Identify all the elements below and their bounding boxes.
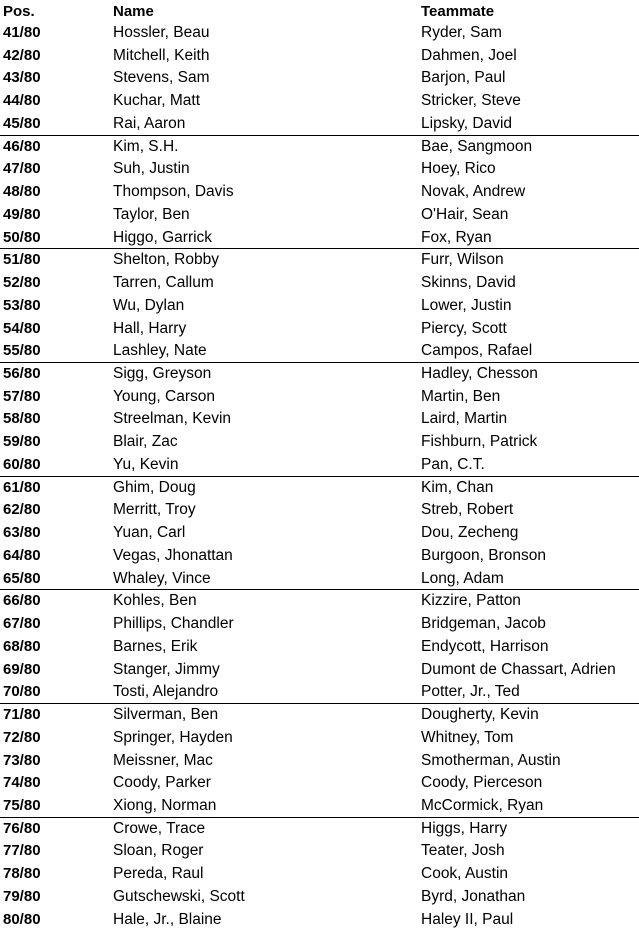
position-cell: 70/80	[3, 683, 41, 701]
position-cell: 47/80	[3, 160, 41, 178]
position-cell: 68/80	[3, 637, 41, 655]
table-row	[0, 636, 639, 659]
player-name-cell: Kohles, Ben	[113, 592, 197, 610]
table-row	[0, 886, 639, 909]
table-row	[0, 272, 639, 295]
position-cell: 65/80	[3, 569, 41, 587]
table-row	[0, 158, 639, 181]
table-row	[0, 613, 639, 636]
teammate-cell: Lipsky, David	[421, 114, 513, 132]
header-name: Name	[113, 3, 154, 20]
teammate-cell: Fox, Ryan	[421, 228, 492, 246]
table-row	[0, 499, 639, 522]
player-name-cell: Kuchar, Matt	[113, 92, 201, 110]
teammate-cell: Coody, Pierceson	[421, 774, 543, 792]
teammate-cell: Campos, Rafael	[421, 342, 533, 360]
table-row	[0, 227, 639, 250]
position-cell: 78/80	[3, 865, 41, 883]
position-cell: 59/80	[3, 433, 41, 451]
player-name-cell: Thompson, Davis	[113, 183, 234, 201]
position-cell: 67/80	[3, 615, 41, 633]
teammate-cell: Hoey, Rico	[421, 160, 496, 178]
player-name-cell: Springer, Hayden	[113, 728, 233, 746]
position-cell: 48/80	[3, 183, 41, 201]
teammate-cell: Burgoon, Bronson	[421, 546, 546, 564]
player-name-cell: Ghim, Doug	[113, 478, 196, 496]
table-row	[0, 431, 639, 454]
player-name-cell: Shelton, Robby	[113, 251, 219, 269]
player-name-cell: Coody, Parker	[113, 774, 211, 792]
player-name-cell: Sigg, Greyson	[113, 365, 212, 383]
position-cell: 71/80	[3, 706, 41, 724]
position-cell: 80/80	[3, 910, 41, 928]
table-row	[0, 545, 639, 568]
position-cell: 50/80	[3, 228, 41, 246]
table-row	[0, 295, 639, 318]
teammate-cell: O'Hair, Sean	[421, 205, 509, 223]
table-row	[0, 818, 639, 841]
table-row	[0, 318, 639, 341]
player-name-cell: Barnes, Erik	[113, 637, 198, 655]
table-row	[0, 45, 639, 68]
player-name-cell: Streelman, Kevin	[113, 410, 232, 428]
table-row	[0, 204, 639, 227]
player-name-cell: Mitchell, Keith	[113, 46, 210, 64]
teammate-cell: Dou, Zecheng	[421, 524, 519, 542]
table-header	[0, 2, 639, 22]
player-name-cell: Hale, Jr., Blaine	[113, 910, 222, 928]
teammate-cell: Fishburn, Patrick	[421, 433, 538, 451]
table-row	[0, 909, 639, 931]
teammate-cell: McCormick, Ryan	[421, 796, 544, 814]
table-row	[0, 249, 639, 272]
player-name-cell: Suh, Justin	[113, 160, 190, 178]
teammate-cell: Bae, Sangmoon	[421, 137, 533, 155]
teammate-cell: Bridgeman, Jacob	[421, 615, 546, 633]
teammate-cell: Piercy, Scott	[421, 319, 507, 337]
position-cell: 61/80	[3, 478, 41, 496]
position-cell: 51/80	[3, 251, 41, 269]
position-cell: 56/80	[3, 365, 41, 383]
player-name-cell: Higgo, Garrick	[113, 228, 213, 246]
position-cell: 69/80	[3, 660, 41, 678]
teammate-cell: Martin, Ben	[421, 387, 501, 405]
position-cell: 57/80	[3, 387, 41, 405]
teammate-cell: Teater, Josh	[421, 842, 505, 860]
teammate-cell: Whitney, Tom	[421, 728, 514, 746]
player-name-cell: Crowe, Trace	[113, 819, 206, 837]
player-name-cell: Whaley, Vince	[113, 569, 211, 587]
table-row	[0, 590, 639, 613]
teammate-cell: Hadley, Chesson	[421, 365, 538, 383]
position-cell: 79/80	[3, 887, 41, 905]
position-cell: 42/80	[3, 46, 41, 64]
player-name-cell: Silverman, Ben	[113, 706, 219, 724]
table-row	[0, 22, 639, 45]
position-cell: 55/80	[3, 342, 41, 360]
table-row	[0, 90, 639, 113]
table-row	[0, 681, 639, 704]
player-name-cell: Pereda, Raul	[113, 865, 204, 883]
teammate-cell: Haley II, Paul	[421, 910, 514, 928]
teammate-cell: Dougherty, Kevin	[421, 706, 539, 724]
position-cell: 64/80	[3, 546, 41, 564]
position-cell: 73/80	[3, 751, 41, 769]
teammate-cell: Kim, Chan	[421, 478, 494, 496]
position-cell: 53/80	[3, 296, 41, 314]
player-name-cell: Rai, Aaron	[113, 114, 186, 132]
table-body	[0, 22, 639, 931]
table-row	[0, 659, 639, 682]
position-cell: 54/80	[3, 319, 41, 337]
teammate-cell: Ryder, Sam	[421, 24, 502, 41]
teammate-cell: Potter, Jr., Ted	[421, 683, 520, 701]
player-name-cell: Meissner, Mac	[113, 751, 213, 769]
table-row	[0, 522, 639, 545]
player-name-cell: Stevens, Sam	[113, 69, 210, 87]
table-row	[0, 67, 639, 90]
position-cell: 49/80	[3, 205, 41, 223]
player-name-cell: Stanger, Jimmy	[113, 660, 220, 678]
player-name-cell: Kim, S.H.	[113, 137, 179, 155]
teammate-cell: Barjon, Paul	[421, 69, 506, 87]
position-cell: 77/80	[3, 842, 41, 860]
player-name-cell: Vegas, Jhonattan	[113, 546, 233, 564]
table-row	[0, 568, 639, 591]
table-row	[0, 750, 639, 773]
position-cell: 66/80	[3, 592, 41, 610]
header-pos: Pos.	[3, 3, 35, 20]
player-name-cell: Lashley, Nate	[113, 342, 207, 360]
table-row	[0, 386, 639, 409]
table-row	[0, 772, 639, 795]
teammate-cell: Dumont de Chassart, Adrien	[421, 660, 616, 678]
player-name-cell: Gutschewski, Scott	[113, 887, 245, 905]
position-cell: 58/80	[3, 410, 41, 428]
teammate-cell: Laird, Martin	[421, 410, 508, 428]
position-cell: 62/80	[3, 501, 41, 519]
table-row	[0, 113, 639, 136]
table-row	[0, 727, 639, 750]
position-cell: 60/80	[3, 455, 41, 473]
teammate-cell: Higgs, Harry	[421, 819, 508, 837]
player-name-cell: Taylor, Ben	[113, 205, 190, 223]
position-cell: 46/80	[3, 137, 41, 155]
position-cell: 72/80	[3, 728, 41, 746]
position-cell: 76/80	[3, 819, 41, 837]
player-name-cell: Tarren, Callum	[113, 274, 214, 292]
position-cell: 63/80	[3, 524, 41, 542]
player-name-cell: Hossler, Beau	[113, 24, 210, 41]
position-cell: 52/80	[3, 274, 41, 292]
table-row	[0, 363, 639, 386]
position-cell: 41/80	[3, 24, 41, 41]
player-name-cell: Blair, Zac	[113, 433, 178, 451]
position-cell: 44/80	[3, 92, 41, 110]
player-name-cell: Tosti, Alejandro	[113, 683, 219, 701]
table-row	[0, 477, 639, 500]
table-row	[0, 795, 639, 818]
teammate-cell: Novak, Andrew	[421, 183, 526, 201]
teammate-cell: Kizzire, Patton	[421, 592, 521, 610]
position-cell: 74/80	[3, 774, 41, 792]
teammate-cell: Pan, C.T.	[421, 455, 485, 473]
player-name-cell: Hall, Harry	[113, 319, 187, 337]
teammate-cell: Cook, Austin	[421, 865, 509, 883]
teammate-cell: Byrd, Jonathan	[421, 887, 526, 905]
table-row	[0, 340, 639, 363]
teammate-cell: Furr, Wilson	[421, 251, 504, 269]
table-row	[0, 454, 639, 477]
player-name-cell: Yuan, Carl	[113, 524, 186, 542]
table-row	[0, 840, 639, 863]
header-teammate: Teammate	[421, 3, 495, 20]
table-row	[0, 704, 639, 727]
table-row	[0, 181, 639, 204]
player-name-cell: Wu, Dylan	[113, 296, 185, 314]
player-name-cell: Phillips, Chandler	[113, 615, 234, 633]
player-name-cell: Yu, Kevin	[113, 455, 179, 473]
player-name-cell: Sloan, Roger	[113, 842, 204, 860]
teammate-cell: Long, Adam	[421, 569, 504, 587]
teammate-cell: Skinns, David	[421, 274, 516, 292]
player-name-cell: Xiong, Norman	[113, 796, 217, 814]
position-cell: 43/80	[3, 69, 41, 87]
teammate-cell: Stricker, Steve	[421, 92, 521, 110]
teammate-cell: Dahmen, Joel	[421, 46, 517, 64]
table-row	[0, 863, 639, 886]
player-name-cell: Young, Carson	[113, 387, 215, 405]
table-row	[0, 408, 639, 431]
table-row	[0, 136, 639, 159]
player-name-cell: Merritt, Troy	[113, 501, 196, 519]
teammate-cell: Endycott, Harrison	[421, 637, 549, 655]
position-cell: 45/80	[3, 114, 41, 132]
teammate-cell: Streb, Robert	[421, 501, 514, 519]
teammate-cell: Smotherman, Austin	[421, 751, 561, 769]
position-cell: 75/80	[3, 796, 41, 814]
teammate-cell: Lower, Justin	[421, 296, 512, 314]
